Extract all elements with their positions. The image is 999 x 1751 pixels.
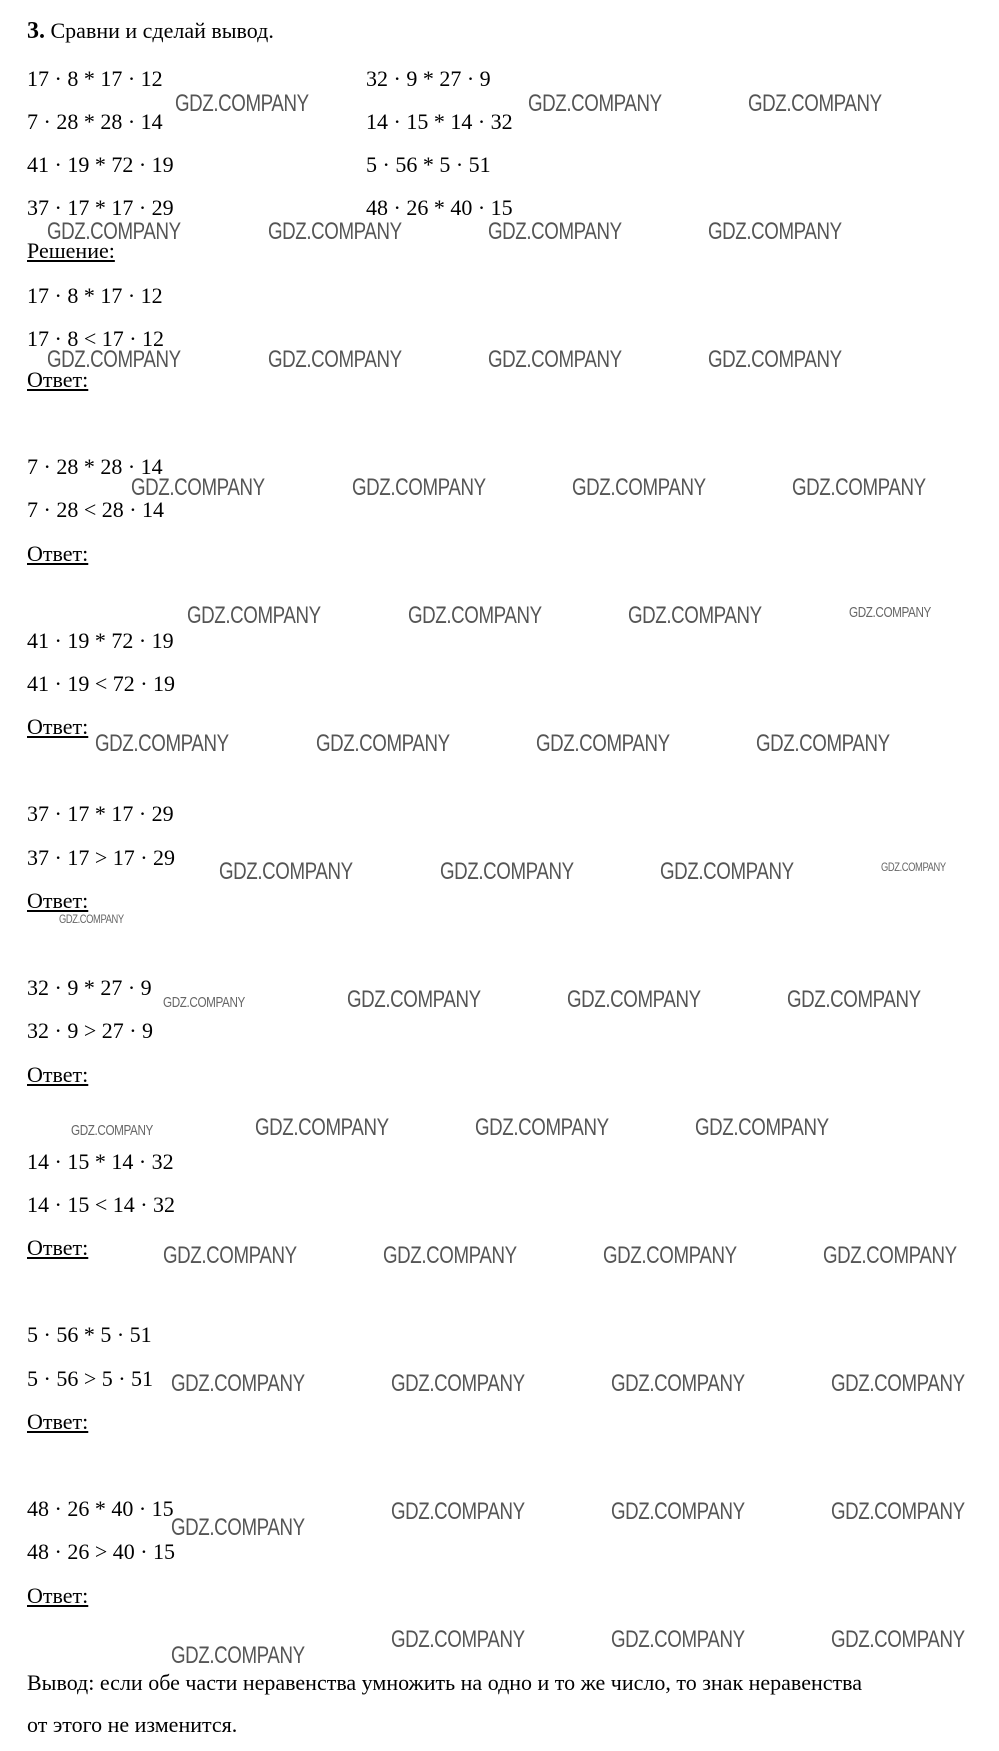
- item-7-answer: 5 · 56 > 5 · 51: [27, 1366, 154, 1391]
- watermark: GDZ.COMPANY: [219, 858, 353, 885]
- watermark: GDZ.COMPANY: [187, 602, 321, 629]
- item-2-answer-label: Ответ:: [27, 541, 89, 566]
- watermark: GDZ.COMPANY: [831, 1626, 965, 1653]
- watermark: GDZ.COMPANY: [708, 346, 842, 373]
- exercise-left-1: 17 · 8 * 17 · 12: [27, 66, 163, 91]
- watermark: GDZ.COMPANY: [171, 1642, 305, 1669]
- item-3-answer-label: Ответ:: [27, 714, 89, 739]
- watermark: GDZ.COMPANY: [440, 858, 574, 885]
- conclusion-line-2: от этого не изменится.: [27, 1712, 238, 1737]
- item-5-answer: 32 · 9 > 27 · 9: [27, 1018, 154, 1043]
- item-7-question: 5 · 56 * 5 · 51: [27, 1322, 152, 1347]
- watermark: GDZ.COMPANY: [391, 1498, 525, 1525]
- item-2-answer: 7 · 28 < 28 · 14: [27, 497, 165, 522]
- watermark: GDZ.COMPANY: [316, 730, 450, 757]
- watermark: GDZ.COMPANY: [163, 994, 245, 1011]
- watermark: GDZ.COMPANY: [792, 474, 926, 501]
- exercise-right-3: 5 · 56 * 5 · 51: [366, 152, 491, 177]
- item-8-question: 48 · 26 * 40 · 15: [27, 1496, 174, 1521]
- watermark: GDZ.COMPANY: [171, 1370, 305, 1397]
- item-8-answer: 48 · 26 > 40 · 15: [27, 1539, 176, 1564]
- item-7-answer-label: Ответ:: [27, 1409, 89, 1434]
- watermark: GDZ.COMPANY: [95, 730, 229, 757]
- watermark: GDZ.COMPANY: [572, 474, 706, 501]
- item-2-question: 7 · 28 * 28 · 14: [27, 454, 163, 479]
- watermark: GDZ.COMPANY: [823, 1242, 957, 1269]
- watermark: GDZ.COMPANY: [475, 1114, 609, 1141]
- watermark: GDZ.COMPANY: [628, 602, 762, 629]
- watermark: GDZ.COMPANY: [881, 860, 946, 874]
- item-1-question: 17 · 8 * 17 · 12: [27, 283, 163, 308]
- watermark: GDZ.COMPANY: [787, 986, 921, 1013]
- item-1-answer-label: Ответ:: [27, 367, 89, 392]
- watermark: GDZ.COMPANY: [175, 90, 309, 117]
- watermark: GDZ.COMPANY: [528, 90, 662, 117]
- watermark: GDZ.COMPANY: [255, 1114, 389, 1141]
- exercise-left-2: 7 · 28 * 28 · 14: [27, 109, 163, 134]
- watermark: GDZ.COMPANY: [567, 986, 701, 1013]
- watermark: GDZ.COMPANY: [611, 1370, 745, 1397]
- watermark: GDZ.COMPANY: [47, 218, 181, 245]
- watermark: GDZ.COMPANY: [383, 1242, 517, 1269]
- item-5-question: 32 · 9 * 27 · 9: [27, 975, 152, 1000]
- solution-label: Решение:: [27, 238, 115, 263]
- watermark: GDZ.COMPANY: [849, 604, 931, 621]
- item-3-question: 41 · 19 * 72 · 19: [27, 628, 174, 653]
- watermark: GDZ.COMPANY: [268, 346, 402, 373]
- task-header: [27, 18, 274, 44]
- watermark: GDZ.COMPANY: [71, 1122, 153, 1139]
- task-title: Сравни и сделай вывод.: [50, 18, 274, 43]
- exercise-right-2: 14 · 15 * 14 · 32: [366, 109, 513, 134]
- watermark: GDZ.COMPANY: [47, 346, 181, 373]
- watermark: GDZ.COMPANY: [268, 218, 402, 245]
- item-3-answer: 41 · 19 < 72 · 19: [27, 671, 176, 696]
- watermark: GDZ.COMPANY: [756, 730, 890, 757]
- watermark: GDZ.COMPANY: [708, 218, 842, 245]
- watermark: GDZ.COMPANY: [391, 1370, 525, 1397]
- conclusion-line-1: Вывод: если обе части неравенства умножить на одно и то же число, то знак неравенства: [27, 1670, 862, 1695]
- task-number: 3.: [27, 18, 45, 44]
- watermark: GDZ.COMPANY: [748, 90, 882, 117]
- exercise-left-4: 37 · 17 * 17 · 29: [27, 195, 174, 220]
- watermark: GDZ.COMPANY: [171, 1514, 305, 1541]
- item-8-answer-label: Ответ:: [27, 1583, 89, 1608]
- item-1-answer: 17 · 8 < 17 · 12: [27, 326, 165, 351]
- watermark: GDZ.COMPANY: [603, 1242, 737, 1269]
- item-6-answer: 14 · 15 < 14 · 32: [27, 1192, 176, 1217]
- watermark: GDZ.COMPANY: [660, 858, 794, 885]
- watermark: GDZ.COMPANY: [611, 1626, 745, 1653]
- watermark: GDZ.COMPANY: [391, 1626, 525, 1653]
- watermark: GDZ.COMPANY: [131, 474, 265, 501]
- exercise-left-3: 41 · 19 * 72 · 19: [27, 152, 174, 177]
- item-6-answer-label: Ответ:: [27, 1235, 89, 1260]
- watermark: GDZ.COMPANY: [488, 218, 622, 245]
- watermark: GDZ.COMPANY: [695, 1114, 829, 1141]
- exercise-right-4: 48 · 26 * 40 · 15: [366, 195, 513, 220]
- watermark: GDZ.COMPANY: [352, 474, 486, 501]
- watermark: GDZ.COMPANY: [831, 1498, 965, 1525]
- item-5-answer-label: Ответ:: [27, 1062, 89, 1087]
- item-4-question: 37 · 17 * 17 · 29: [27, 801, 174, 826]
- watermark: GDZ.COMPANY: [59, 912, 124, 926]
- watermark: GDZ.COMPANY: [163, 1242, 297, 1269]
- item-6-question: 14 · 15 * 14 · 32: [27, 1149, 174, 1174]
- watermark: GDZ.COMPANY: [611, 1498, 745, 1525]
- item-4-answer: 37 · 17 > 17 · 29: [27, 845, 176, 870]
- watermark: GDZ.COMPANY: [347, 986, 481, 1013]
- exercise-right-1: 32 · 9 * 27 · 9: [366, 66, 491, 91]
- watermark: GDZ.COMPANY: [831, 1370, 965, 1397]
- item-4-answer-label: Ответ:: [27, 888, 89, 913]
- watermark: GDZ.COMPANY: [488, 346, 622, 373]
- watermark: GDZ.COMPANY: [536, 730, 670, 757]
- watermark: GDZ.COMPANY: [408, 602, 542, 629]
